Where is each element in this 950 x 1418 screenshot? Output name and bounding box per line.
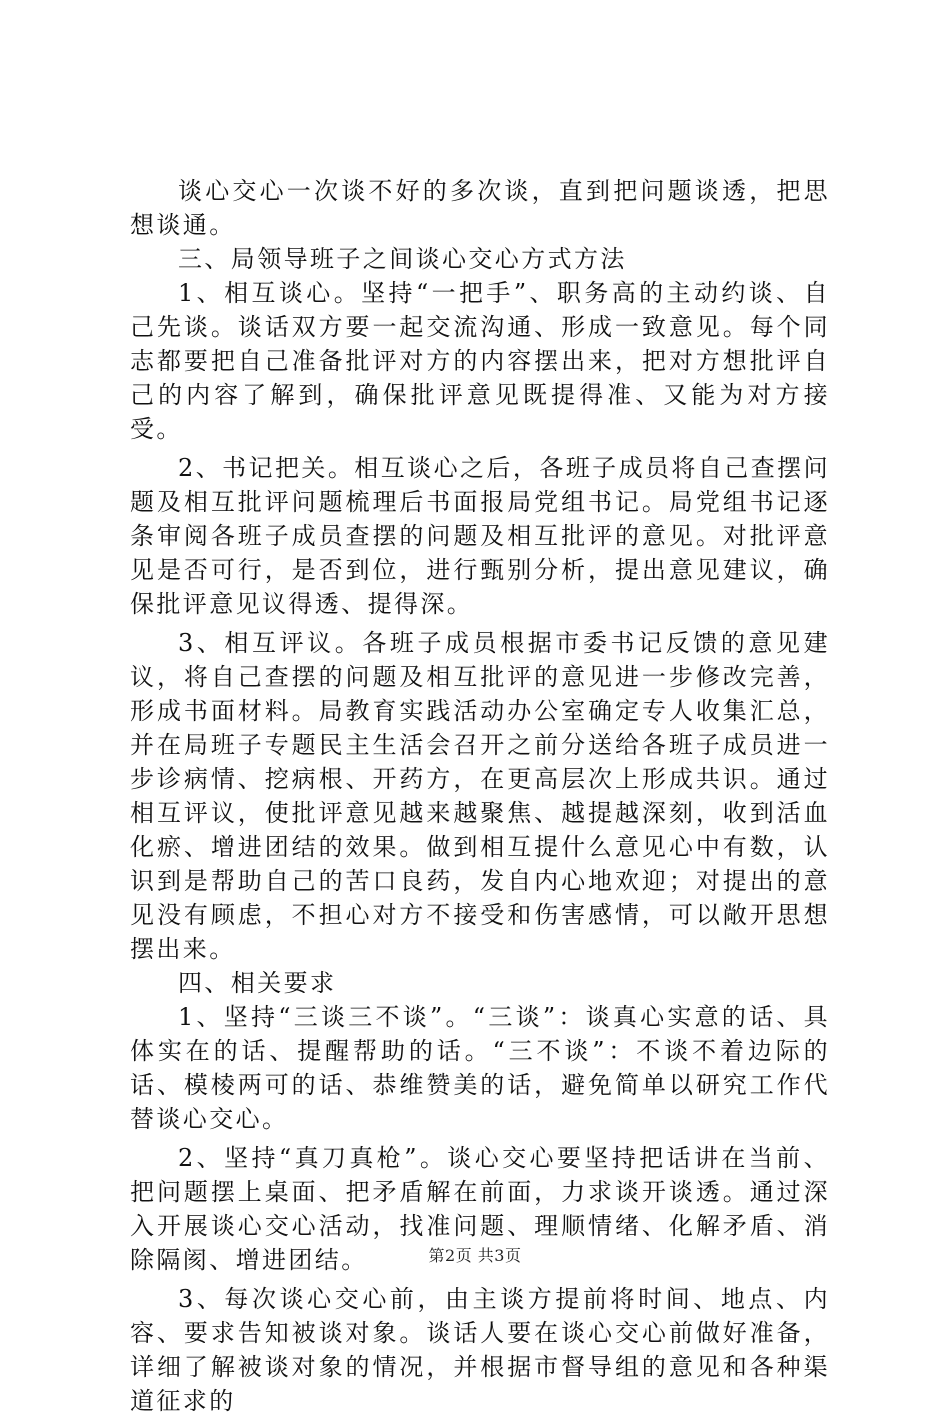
paragraph-real-sword: 2、坚持“真刀真枪”。谈心交心要坚持把话讲在当前、把问题摆上桌面、把矛盾解在前面，力求谈开谈透。通过深入开展谈心交心活动，找准问题、理顺情绪、化解矛盾、消除隔阂、增进团结。 (130, 1144, 830, 1274)
paragraph-continuation: 谈心交心一次谈不好的多次谈，直到把问题谈透，把思想谈通。 (130, 177, 830, 239)
section-heading-3: 三、局领导班子之间谈心交心方式方法 (178, 245, 627, 273)
paragraph-mutual-evaluation: 3、相互评议。各班子成员根据市委书记反馈的意见建议，将自己查摆的问题及相互批评的意见进一步修改完善，形成书面材料。局教育实践活动办公室确定专人收集汇总，并在局班子专题民主生活会召开之前分送给各班子成员进一步诊病情、挖病根、开药方，在更高层次上形成共识。通过相互评议，使批评意见越来越聚焦、越提越深刻，收到活血化瘀、增进团结的效果。做到相互提什么意见心中有数，认识到是帮助自己的苦口良药，发自内心地欢迎；对提出的意见没有顾虑，不担心对方不接受和伤害感情，可以敞开思想摆出来。 (130, 629, 830, 963)
paragraph-three-talks: 1、坚持“三谈三不谈”。“三谈”：谈真心实意的话、具体实在的话、提醒帮助的话。“三不谈”：不谈不着边际的话、模棱两可的话、恭维赞美的话，避免简单以研究工作代替谈心交心。 (130, 1003, 830, 1133)
page-number-footer: 第2页 共3页 (428, 1246, 522, 1265)
paragraph-mutual-talk: 1、相互谈心。坚持“一把手”、职务高的主动约谈、自己先谈。谈话双方要一起交流沟通、形成一致意见。每个同志都要把自己准备批评对方的内容摆出来，把对方想批评自己的内容了解到，确保批评意见既提得准、又能为对方接受。 (130, 279, 830, 443)
paragraph-preparation: 3、每次谈心交心前，由主谈方提前将时间、地点、内容、要求告知被谈对象。谈话人要在谈心交心前做好准备，详细了解被谈对象的情况，并根据市督导组的意见和各种渠道征求的 (130, 1285, 830, 1415)
section-heading-4: 四、相关要求 (178, 969, 337, 997)
paragraph-secretary-review: 2、书记把关。相互谈心之后，各班子成员将自己查摆问题及相互批评问题梳理后书面报局党组书记。局党组书记逐条审阅各班子成员查摆的问题及相互批评的意见。对批评意见是否可行，是否到位，进行甄别分析，提出意见建议，确保批评意见议得透、提得深。 (130, 454, 830, 618)
document-body (130, 174, 830, 1418)
